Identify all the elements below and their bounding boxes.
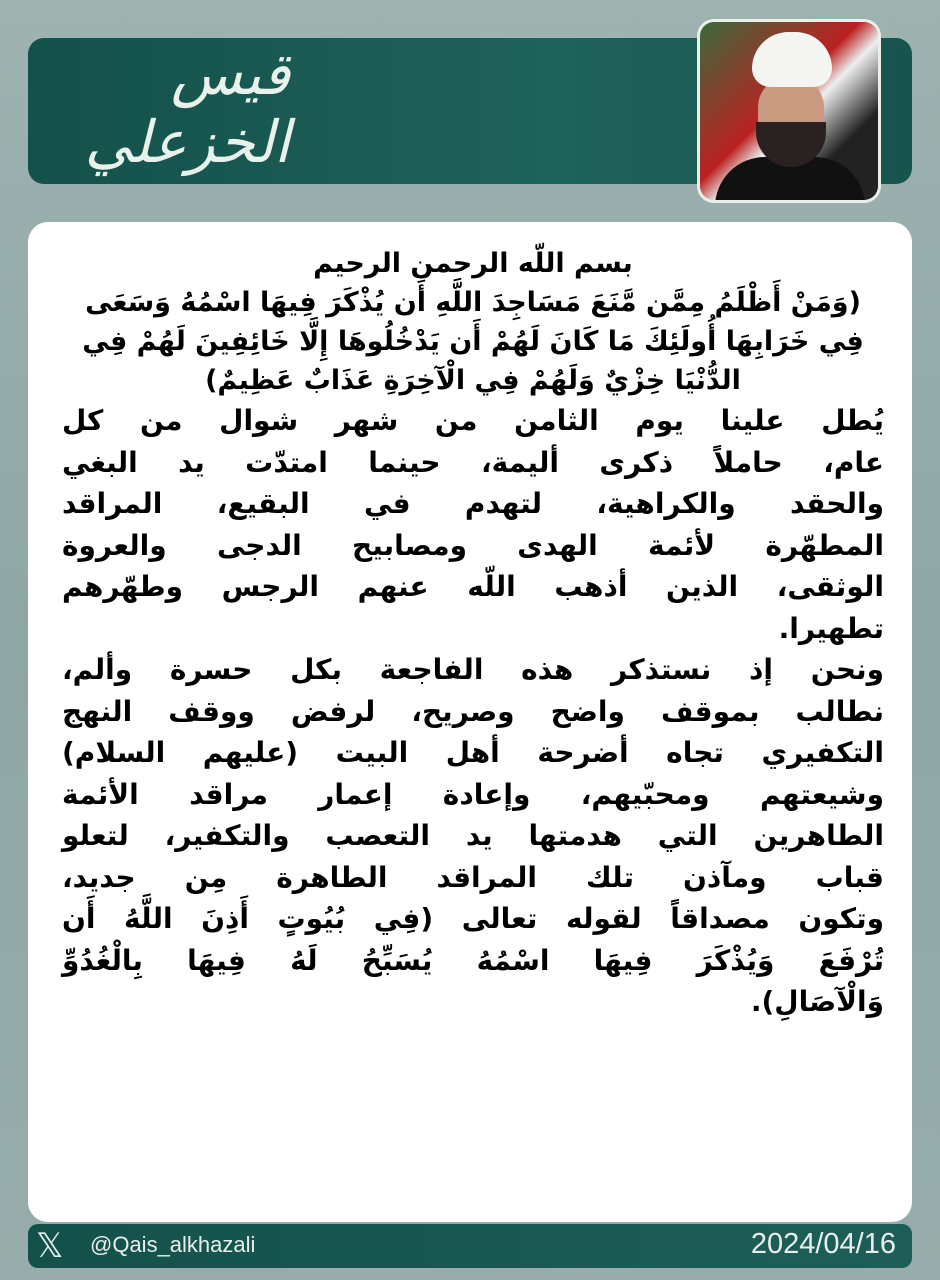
text-line: وتكون مصداقاً لقوله تعالى (فِي بُيُوتٍ أَذِنَ اللَّهُ أَن [62, 902, 884, 935]
statement-text [62, 244, 884, 1023]
post-date: 2024/04/16 [750, 1228, 896, 1260]
text-line: عام، حاملاً ذكرى أليمة، حينما امتدّت يد البغي [62, 445, 884, 479]
social-handle[interactable]: @Qais_alkhazali [90, 1232, 256, 1257]
text-line: تُرْفَعَ وَيُذْكَرَ فِيهَا اسْمُهُ يُسَبِّحُ لَهُ فِيهَا بِالْغُدُوِّ [62, 943, 884, 977]
paragraph-1 [62, 400, 884, 649]
text-line: الوثقى، الذين أذهب اللّه عنهم الرجس وطهّرهم [62, 570, 884, 603]
text-line: نطالب بموقف واضح وصريح، لرفض ووقف النهج [62, 694, 884, 728]
text-line: وشيعتهم ومحبّيهم، وإعادة إعمار مراقد الأئمة [62, 777, 884, 811]
text-line: قباب ومآذن تلك المراقد الطاهرة مِن جديد، [62, 860, 884, 894]
verse-line: فِي خَرَابِهَا أُولَئِكَ مَا كَانَ لَهُمْ أَن يَدْخُلُوهَا إِلَّا خَائِفِينَ لَهُمْ فِي [82, 326, 864, 357]
text-line: المطهّرة لأئمة الهدى ومصابيح الدجى والعروة [62, 528, 884, 562]
text-line: تطهيرا. [778, 611, 884, 645]
footer-bar [28, 1224, 912, 1268]
basmala: بسم اللّه الرحمن الرحيم [313, 248, 633, 279]
text-line: والحقد والكراهية، لتهدم في البقيع، المراقد [62, 487, 884, 520]
verse-line: (وَمَنْ أَظْلَمُ مِمَّن مَّنَعَ مَسَاجِدَ اللَّهِ أَن يُذْكَرَ فِيهَا اسْمُهُ وَسَعَى [85, 287, 861, 318]
text-line: وَالْآصَالِ). [750, 985, 884, 1018]
calligraphy-logo: قيس الخزعلي [84, 40, 290, 176]
paragraph-2 [62, 649, 884, 1023]
text-line: ونحن إذ نستذكر هذه الفاجعة بكل حسرة وألم، [62, 653, 884, 686]
quran-verse [62, 283, 884, 400]
x-logo-icon: 𝕏 [36, 1226, 64, 1266]
portrait-photo [700, 22, 878, 200]
text-line: الطاهرين التي هدمتها يد التعصب والتكفير، لتعلو [62, 819, 884, 852]
text-line: التكفيري تجاه أضرحة أهل البيت (عليهم السلام) [62, 736, 884, 769]
text-line: يُطل علينا يوم الثامن من شهر شوال من كل [62, 404, 884, 437]
verse-line: الدُّنْيَا خِزْيٌ وَلَهُمْ فِي الْآخِرَةِ عَذَابٌ عَظِيمٌ) [205, 365, 741, 396]
